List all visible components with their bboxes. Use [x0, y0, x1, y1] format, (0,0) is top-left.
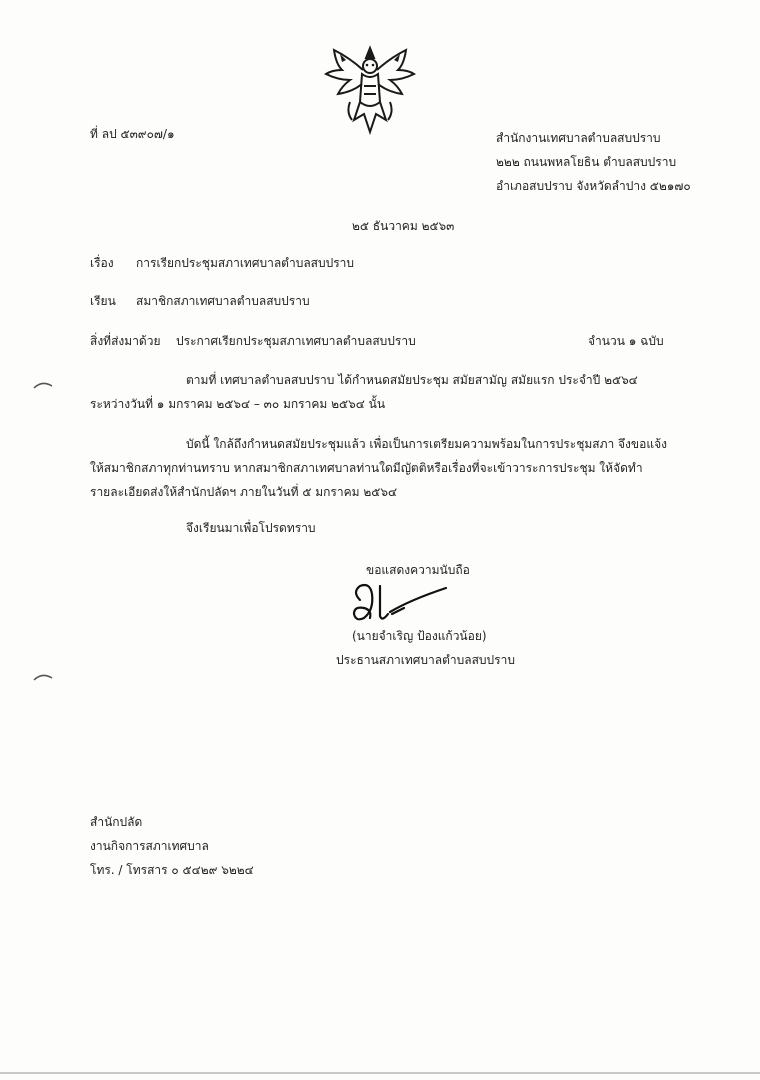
- recipient-label: เรียน: [90, 294, 116, 308]
- garuda-emblem-icon: [320, 40, 420, 140]
- page-bottom-edge: [0, 1072, 760, 1074]
- regards: ขอแสดงความนับถือ: [366, 563, 470, 577]
- letter-date: ๒๕ ธันวาคม ๒๕๖๓: [352, 219, 455, 233]
- sender-office: สำนักงานเทศบาลตำบลสบปราบ: [496, 131, 661, 145]
- paragraph-2-line-3: รายละเอียดส่งให้สำนักปลัดฯ ภายในวันที่ ๕ มกราคม ๒๕๖๔: [90, 485, 398, 499]
- paragraph-2-line-1: บัดนี้ ใกล้ถึงกำหนดสมัยประชุมแล้ว เพื่อเป็นการเตรียมความพร้อมในการประชุมสภา จึงขอแจ้ง: [186, 437, 667, 451]
- paragraph-2-line-2: ให้สมาชิกสภาทุกท่านทราบ หากสมาชิกสภาเทศบาลท่านใดมีญัตติหรือเรื่องที่จะเข้าวาระการประชุม ให้จัดทำ: [90, 461, 643, 475]
- closing-phrase: จึงเรียนมาเพื่อโปรดทราบ: [186, 521, 316, 535]
- footer-section: งานกิจการสภาเทศบาล: [90, 839, 209, 853]
- enclosure-label: สิ่งที่ส่งมาด้วย: [90, 334, 161, 348]
- enclosure-text: ประกาศเรียกประชุมสภาเทศบาลตำบลสบปราบ: [176, 334, 416, 348]
- punch-hole-mark: [32, 380, 54, 390]
- handwritten-signature: [346, 578, 456, 628]
- sender-district: อำเภอสบปราบ จังหวัดลำปาง ๕๒๑๗๐: [496, 179, 691, 193]
- subject-text: การเรียกประชุมสภาเทศบาลตำบลสบปราบ: [136, 256, 355, 270]
- signer-title: ประธานสภาเทศบาลตำบลสบปราบ: [336, 653, 515, 667]
- reference-number: ที่ ลป ๕๓๙๐๗/๑: [90, 127, 175, 141]
- sender-street: ๒๒๒ ถนนพหลโยธิน ตำบลสบปราบ: [496, 155, 677, 169]
- footer-department: สำนักปลัด: [90, 815, 143, 829]
- paragraph-1-line-1: ตามที่ เทศบาลตำบลสบปราบ ได้กำหนดสมัยประชุม สมัยสามัญ สมัยแรก ประจำปี ๒๕๖๔: [186, 373, 638, 387]
- signer-name: (นายจำเริญ ป้องแก้วน้อย): [352, 629, 487, 643]
- footer-phone: โทร. / โทรสาร ๐ ๕๔๒๙ ๖๒๒๔: [90, 863, 254, 877]
- punch-hole-mark: [32, 672, 54, 682]
- enclosure-count: จำนวน ๑ ฉบับ: [588, 334, 664, 348]
- subject-label: เรื่อง: [90, 256, 114, 270]
- paragraph-1-line-2: ระหว่างวันที่ ๑ มกราคม ๒๕๖๔ – ๓๐ มกราคม ๒๕๖๔ นั้น: [90, 397, 386, 411]
- recipient-text: สมาชิกสภาเทศบาลตำบลสบปราบ: [136, 294, 310, 308]
